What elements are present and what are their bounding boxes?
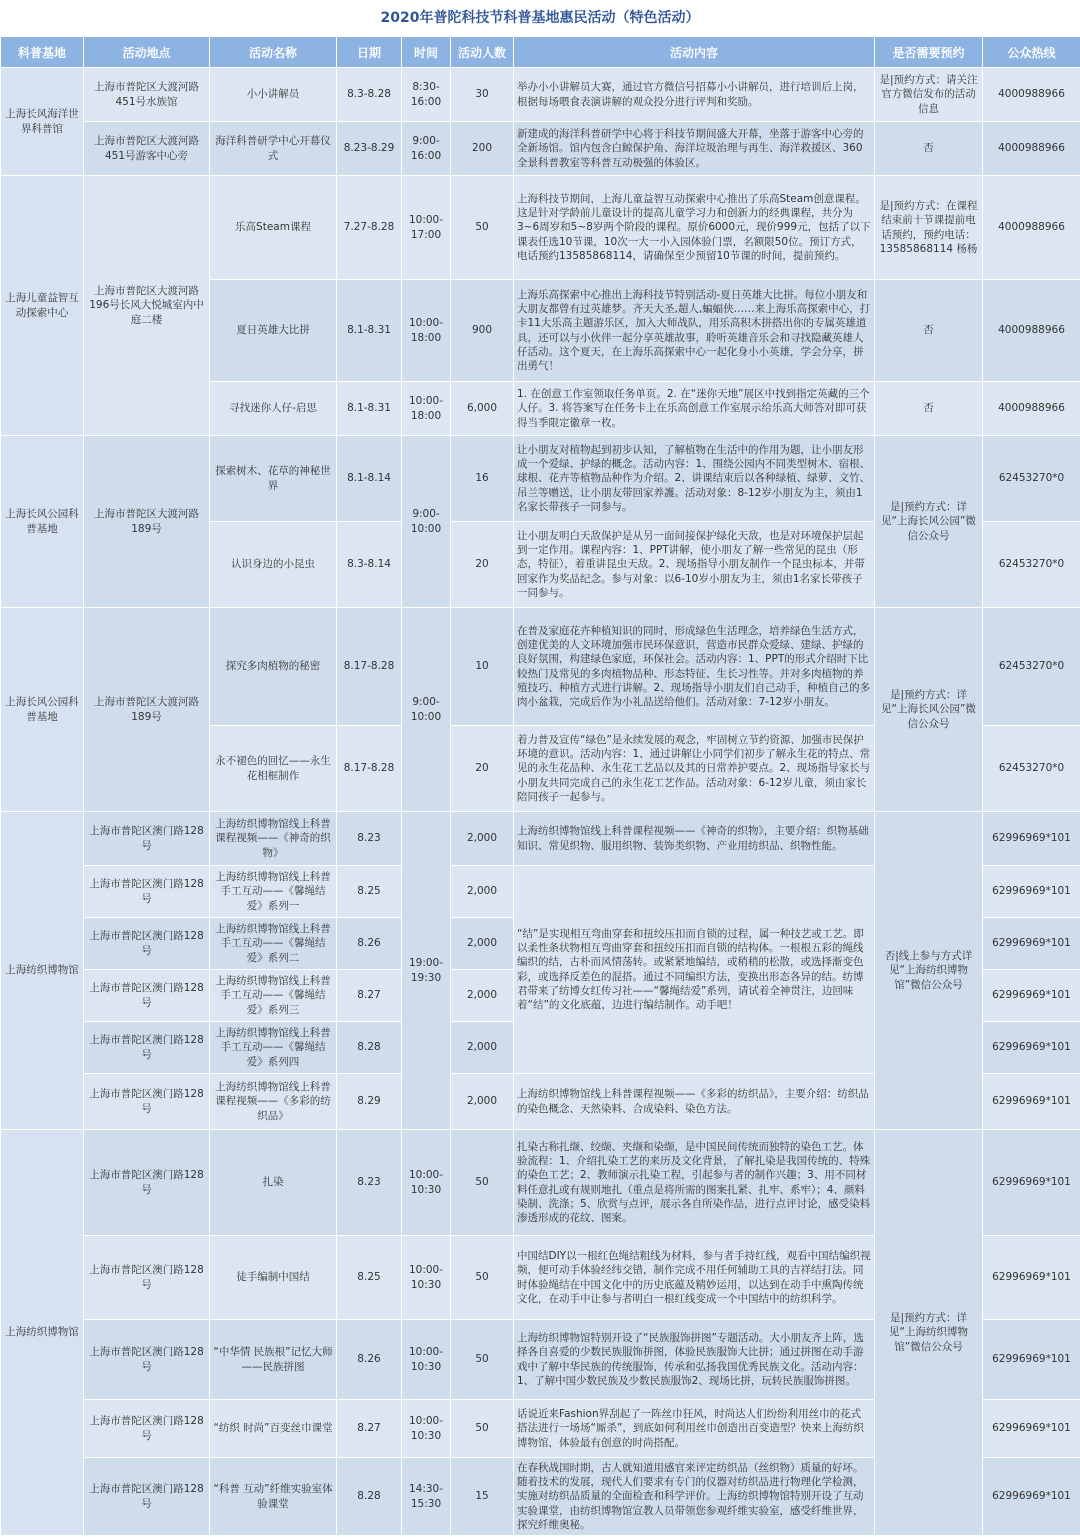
activity-name-cell: 探索树木、花草的神秘世界 bbox=[210, 436, 337, 522]
people-cell: 2,000 bbox=[451, 1022, 514, 1074]
content-cell: 上海科技节期间，上海儿童益智互动探索中心推出了乐高Steam创意课程。这是针对学龄前儿童设计的提高儿童学习力和创新力的经典课程，共分为3~6周岁和5~8岁两个阶段的课程。原价6000元，现价999元，包括了以下课表任选10节课，10次一大一小入园体验门票，名额限50位。预订方式，电话预约13585868114，请确保至少预留10节课的时间，提前预约。 bbox=[514, 176, 875, 280]
hotline-cell: 62996969*101 bbox=[983, 918, 1080, 970]
hotline-cell: 4000988966 bbox=[983, 122, 1080, 176]
location-cell: 上海市普陀区大渡河路189号 bbox=[84, 608, 210, 812]
activity-name-cell: 认识身边的小昆虫 bbox=[210, 522, 337, 608]
people-cell: 2,000 bbox=[451, 918, 514, 970]
hotline-cell: 62453270*0 bbox=[983, 726, 1080, 812]
hotline-cell: 4000988966 bbox=[983, 382, 1080, 436]
date-cell: 8.23-8.29 bbox=[337, 122, 402, 176]
reservation-cell: 是|预约方式：请关注官方微信发布的活动信息 bbox=[875, 68, 983, 122]
header-activity-name: 活动名称 bbox=[210, 37, 337, 68]
date-cell: 8.17-8.28 bbox=[337, 726, 402, 812]
activity-name-cell: 寻找迷你人仔-启思 bbox=[210, 382, 337, 436]
location-cell: 上海市普陀区大渡河路189号 bbox=[84, 436, 210, 608]
hotline-cell: 62453270*0 bbox=[983, 522, 1080, 608]
hotline-cell: 62996969*101 bbox=[983, 1458, 1080, 1536]
people-cell: 50 bbox=[451, 1130, 514, 1236]
people-cell: 50 bbox=[451, 1400, 514, 1458]
date-cell: 8.1-8.14 bbox=[337, 436, 402, 522]
location-cell: 上海市普陀区澳门路128号 bbox=[84, 970, 210, 1022]
hotline-cell: 4000988966 bbox=[983, 280, 1080, 382]
activity-name-cell: “纺织 时尚”百变丝巾课堂 bbox=[210, 1400, 337, 1458]
activity-name-cell: “科普 互动”纤维实验室体验课堂 bbox=[210, 1458, 337, 1536]
activity-name-cell: 徒手编制中国结 bbox=[210, 1236, 337, 1320]
content-cell: 上海纺织博物馆线上科普课程视频——《神奇的织物》，主要介绍：织物基础知识、常见织物、服用织物、装饰类织物、产业用纺织品、织物性能。 bbox=[514, 812, 875, 866]
activity-name-cell: 永不褪色的回忆——永生花相框制作 bbox=[210, 726, 337, 812]
location-cell: 上海市普陀区澳门路128号 bbox=[84, 1458, 210, 1536]
table-row bbox=[1, 608, 1080, 726]
header-location: 活动地点 bbox=[84, 37, 210, 68]
hotline-cell: 4000988966 bbox=[983, 176, 1080, 280]
content-cell: 上海纺织博物馆特别开设了“民族服饰拼图”专题活动。大小朋友齐上阵，选择各自喜爱的少数民族服饰拼图，体验民族服饰大比拼；通过拼图在动手游戏中了解中华民族的传统服饰，传承和弘扬我国优秀民族文化。活动内容：1、了解中国少数民族及少数民族服饰2、现场比拼，玩转民族服饰拼图。 bbox=[514, 1320, 875, 1400]
date-cell: 8.25 bbox=[337, 866, 402, 918]
base-name: 上海长风公园科普基地 bbox=[1, 436, 84, 608]
activity-name-cell: 上海纺织博物馆线上科普手工互动——《馨绳结爱》系列四 bbox=[210, 1022, 337, 1074]
activity-name-cell: 上海纺织博物馆线上科普手工互动——《馨绳结爱》系列一 bbox=[210, 866, 337, 918]
activity-name-cell: 扎染 bbox=[210, 1130, 337, 1236]
table-row bbox=[1, 812, 1080, 866]
reservation-cell: 是|预约方式：在课程结束前十节课提前电话预约，预约电话：13585868114 杨杨 bbox=[875, 176, 983, 280]
location-cell: 上海市普陀区大渡河路196号长风大悦城室内中庭二楼 bbox=[84, 176, 210, 436]
page-title: 2020年普陀科技节科普基地惠民活动（特色活动） bbox=[380, 10, 700, 26]
time-cell: 9:00-16:00 bbox=[402, 122, 451, 176]
content-cell: 新建成的海洋科普研学中心将于科技节期间盛大开幕，坐落于游客中心旁的全新场馆。馆内包含白鲸保护角、海洋垃圾治理与再生、海洋救援区、360全景科普教室等科普互动极强的体验区。 bbox=[514, 122, 875, 176]
location-cell: 上海市普陀区大渡河路451号游客中心旁 bbox=[84, 122, 210, 176]
location-cell: 上海市普陀区澳门路128号 bbox=[84, 1074, 210, 1130]
reservation-cell: 否|线上参与方式详见“上海纺织博物馆”微信公众号 bbox=[875, 812, 983, 1130]
location-cell: 上海市普陀区澳门路128号 bbox=[84, 812, 210, 866]
activity-name-cell: 上海纺织博物馆线上科普手工互动——《馨绳结爱》系列二 bbox=[210, 918, 337, 970]
reservation-cell: 否 bbox=[875, 382, 983, 436]
hotline-cell: 62996969*101 bbox=[983, 1320, 1080, 1400]
content-cell: 让小朋友对植物起到初步认知，了解植物在生活中的作用为题，让小朋友形成一个爱绿、护绿的概念。活动内容：1、围绕公园内不同类型树木、宿根、球根、花卉等植物品种作为介绍。2、讲课结束后以各种绿植、绿萝、文竹、吊兰等赠送，让小朋友带回家养護。活动对象：8-12岁小朋友为主，须由1名家长带孩子一同参与。 bbox=[514, 436, 875, 522]
date-cell: 8.25 bbox=[337, 1236, 402, 1320]
time-cell: 9:00-10:00 bbox=[402, 608, 451, 812]
people-cell: 200 bbox=[451, 122, 514, 176]
people-cell: 20 bbox=[451, 726, 514, 812]
base-name: 上海长风公园科普基地 bbox=[1, 608, 84, 812]
activity-name-cell: 小小讲解员 bbox=[210, 68, 337, 122]
people-cell: 50 bbox=[451, 1236, 514, 1320]
date-cell: 8.1-8.31 bbox=[337, 280, 402, 382]
hotline-cell: 62996969*101 bbox=[983, 1236, 1080, 1320]
hotline-cell: 62996969*101 bbox=[983, 1074, 1080, 1130]
location-cell: 上海市普陀区澳门路128号 bbox=[84, 1022, 210, 1074]
content-cell: 上海乐高探索中心推出上海科技节特别活动-夏日英雄大比拼。每位小朋友和大朋友都曾有过英雄梦。齐天大圣,超人,蝙蝠侠……来上海乐高探索中心，打卡11大乐高主题游乐区，加入大师战队，用乐高积木拼搭出你的专属英雄道具，还可以与小伙伴一起分享英雄故事，聆听英雄音乐会和寻找隐藏英雄人仔活动。这个夏天，在上海乐高探索中心一起化身小小英雄，学会分享，拼出勇气！ bbox=[514, 280, 875, 382]
reservation-cell: 否 bbox=[875, 280, 983, 382]
header-time: 时间 bbox=[402, 37, 451, 68]
people-cell: 2,000 bbox=[451, 1074, 514, 1130]
table-row bbox=[1, 122, 1080, 176]
date-cell: 8.28 bbox=[337, 1458, 402, 1536]
table-row bbox=[1, 176, 1080, 280]
table-row bbox=[1, 68, 1080, 122]
content-cell: 中国结DIY以一根红色绳结粗线为材料，参与者手持红线，观看中国结编织视频，便可动手体验经纬交错，制作完成不用任何辅助工具的吉祥结打法。同时体验绳结在中国文化中的历史底蕴及精妙运用，以达到在动手中熏陶传统文化，在动手中让参与者明白一根红线变成一个中国结中的纺织科学。 bbox=[514, 1236, 875, 1320]
hotline-cell: 62996969*101 bbox=[983, 970, 1080, 1022]
date-cell: 8.27 bbox=[337, 1400, 402, 1458]
content-cell: 在普及家庭花卉种植知识的同时，形成绿色生活理念，培养绿色生活方式，创建优美的人文环境加强市民环保意识，营造市民群众爱绿、建绿、护绿的良好氛围，构建绿色家庭，环保社会。活动内容：1、PPT的形式介绍时下比较热门及常见的多肉植物品种、形态特征、生长习性等。并对多肉植物的养殖技巧、种植方式进行讲解。2、现场指导小朋友们自己动手，种植自己的多肉小盆栽，完成后作为小礼品送给他们。活动对象：7-12岁小朋友。 bbox=[514, 608, 875, 726]
activity-name-cell: 上海纺织博物馆线上科普课程视频——《神奇的织物》 bbox=[210, 812, 337, 866]
people-cell: 900 bbox=[451, 280, 514, 382]
content-cell: 上海纺织博物馆线上科普课程视频——《多彩的纺织品》，主要介绍：纺织品的染色概念、天然染料、合成染料、染色方法。 bbox=[514, 1074, 875, 1130]
hotline-cell: 62996969*101 bbox=[983, 1022, 1080, 1074]
table-row bbox=[1, 436, 1080, 522]
header-date: 日期 bbox=[337, 37, 402, 68]
date-cell: 8.17-8.28 bbox=[337, 608, 402, 726]
content-cell: 让小朋友明白天敌保护是从另一面间接保护绿化天敌，也是对环境保护层起到一定作用。课程内容：1、PPT讲解，使小朋友了解一些常见的昆虫（形态，特征），着重讲昆虫天敌。2、现场指导小朋友制作一个昆虫标本，并带回家作为奖品纪念。参与对象：以6-10岁小朋友为主，须由1名家长带孩子一同参与。 bbox=[514, 522, 875, 608]
activity-name-cell: 乐高Steam课程 bbox=[210, 176, 337, 280]
people-cell: 30 bbox=[451, 68, 514, 122]
activity-name-cell: 探究多肉植物的秘密 bbox=[210, 608, 337, 726]
date-cell: 8.23 bbox=[337, 1130, 402, 1236]
date-cell: 8.1-8.31 bbox=[337, 382, 402, 436]
date-cell: 8.23 bbox=[337, 812, 402, 866]
base-name: 上海纺织博物馆 bbox=[1, 812, 84, 1130]
people-cell: 20 bbox=[451, 522, 514, 608]
reservation-cell: 是|预约方式：详见“上海纺织博物馆”微信公众号 bbox=[875, 1130, 983, 1536]
time-cell: 10:00-10:30 bbox=[402, 1400, 451, 1458]
reservation-cell: 是|预约方式：详见“上海长风公园”微信公众号 bbox=[875, 436, 983, 608]
time-cell: 10:00-18:00 bbox=[402, 280, 451, 382]
hotline-cell: 62453270*0 bbox=[983, 436, 1080, 522]
hotline-cell: 62996969*101 bbox=[983, 1400, 1080, 1458]
time-cell: 10:00-10:30 bbox=[402, 1320, 451, 1400]
header-reservation: 是否需要预约 bbox=[875, 37, 983, 68]
location-cell: 上海市普陀区澳门路128号 bbox=[84, 918, 210, 970]
activity-name-cell: 夏日英雄大比拼 bbox=[210, 280, 337, 382]
time-cell: 10:00-17:00 bbox=[402, 176, 451, 280]
content-cell: 举办小小讲解员大赛，通过官方微信号招募小小讲解员，进行培训后上岗，根据每场喂食表演讲解的观众投分进行评判和奖励。 bbox=[514, 68, 875, 122]
header-hotline: 公众热线 bbox=[983, 37, 1080, 68]
base-name: 上海纺织博物馆 bbox=[1, 1130, 84, 1536]
header-base: 科普基地 bbox=[1, 37, 84, 68]
location-cell: 上海市普陀区澳门路128号 bbox=[84, 1320, 210, 1400]
table-row bbox=[1, 1130, 1080, 1236]
time-cell: 9:00-10:00 bbox=[402, 436, 451, 608]
location-cell: 上海市普陀区大渡河路451号水族馆 bbox=[84, 68, 210, 122]
activity-name-cell: “中华情 民族根”记忆大师——民族拼图 bbox=[210, 1320, 337, 1400]
hotline-cell: 62996969*101 bbox=[983, 1130, 1080, 1236]
date-cell: 8.3-8.28 bbox=[337, 68, 402, 122]
date-cell: 7.27-8.28 bbox=[337, 176, 402, 280]
content-cell: “结”是实现相互弯曲穿套和扭绞压扣而自锁的过程，属一种技艺或工艺。即以柔性条状物相互弯曲穿套和扭绞压扣而自锁的结构体。一根根五彩的绳线编织的结，古朴而风情荡转。或紧紧地编结，或稍稍的松散，或选择渐变色彩，或选择反差色的混搭。通过不同编织方法，变换出形态各异的结。纺博君带来了纺博女红传习社——“馨绳结爱”系列，请试着全神贯注，边回味着“结”的文化底蕴，边进行编结制作。动手吧！ bbox=[514, 866, 875, 1074]
activity-name-cell: 上海纺织博物馆线上科普课程视频——《多彩的纺织品》 bbox=[210, 1074, 337, 1130]
base-name: 上海儿童益智互动探索中心 bbox=[1, 176, 84, 436]
time-cell: 14:30-15:30 bbox=[402, 1458, 451, 1536]
hotline-cell: 62996969*101 bbox=[983, 866, 1080, 918]
location-cell: 上海市普陀区澳门路128号 bbox=[84, 1236, 210, 1320]
time-cell: 10:00-10:30 bbox=[402, 1236, 451, 1320]
activity-table bbox=[0, 36, 1080, 1536]
activity-name-cell: 上海纺织博物馆线上科普手工互动——《馨绳结爱》系列三 bbox=[210, 970, 337, 1022]
date-cell: 8.28 bbox=[337, 1022, 402, 1074]
base-name: 上海长风海洋世界科普馆 bbox=[1, 68, 84, 176]
location-cell: 上海市普陀区澳门路128号 bbox=[84, 1130, 210, 1236]
hotline-cell: 4000988966 bbox=[983, 68, 1080, 122]
content-cell: 着力普及宣传“绿色”是永续发展的观念，牢固树立节约资源、加强市民保护环境的意识。活动内容：1、通过讲解让小同学们初步了解永生花的特点、常见的永生花品种、永生花工艺品以及其的日常养护要点。2、现场指导家长与小朋友共同完成自己的永生花工艺作品。活动对象：6-12岁儿童，须由家长陪同孩子一起参与。 bbox=[514, 726, 875, 812]
content-cell: 话说近来Fashion界刮起了一阵丝巾狂风，时尚达人们纷纷利用丝巾的花式搭法进行一场场“厮杀”，到底如何利用丝巾创造出百变造型？快来上海纺织博物馆，体验最有创意的时尚搭配。 bbox=[514, 1400, 875, 1458]
hotline-cell: 62996969*101 bbox=[983, 812, 1080, 866]
reservation-cell: 否 bbox=[875, 122, 983, 176]
time-cell: 8:30-16:00 bbox=[402, 68, 451, 122]
people-cell: 50 bbox=[451, 176, 514, 280]
reservation-cell: 是|预约方式：详见“上海长风公园”微信公众号 bbox=[875, 608, 983, 812]
people-cell: 2,000 bbox=[451, 866, 514, 918]
people-cell: 2,000 bbox=[451, 970, 514, 1022]
time-cell: 19:00-19:30 bbox=[402, 812, 451, 1130]
content-cell: 在春秋战国时期，古人就知道用感官来评定纺织品（丝织物）质量的好坏。随着技术的发展，现代人们要求有专门的仪器对纺织品进行物理化学检测，实施对纺织品质量的全面检查和科学评价。上海纺织博物馆特别开设了互动实验课堂，由纺织博物馆宣教人员带领您参观纤维实验室，感受纤维世界，探究纤维奥秘。 bbox=[514, 1458, 875, 1536]
time-cell: 10:00-10:30 bbox=[402, 1130, 451, 1236]
content-cell: 1. 在创意工作室领取任务单页。2. 在“迷你天地”展区中找到指定英藏的三个人仔。3. 将答案写在任务卡上在乐高创意工作室展示给乐高大师答对即可获得当季限定徽章一枚。 bbox=[514, 382, 875, 436]
people-cell: 15 bbox=[451, 1458, 514, 1536]
date-cell: 8.26 bbox=[337, 918, 402, 970]
date-cell: 8.3-8.14 bbox=[337, 522, 402, 608]
date-cell: 8.27 bbox=[337, 970, 402, 1022]
location-cell: 上海市普陀区澳门路128号 bbox=[84, 866, 210, 918]
header-people: 活动人数 bbox=[451, 37, 514, 68]
header-row bbox=[1, 37, 1080, 68]
date-cell: 8.26 bbox=[337, 1320, 402, 1400]
activity-name-cell: 海洋科普研学中心开幕仪式 bbox=[210, 122, 337, 176]
hotline-cell: 62453270*0 bbox=[983, 608, 1080, 726]
people-cell: 2,000 bbox=[451, 812, 514, 866]
people-cell: 16 bbox=[451, 436, 514, 522]
time-cell: 10:00-18:00 bbox=[402, 382, 451, 436]
people-cell: 10 bbox=[451, 608, 514, 726]
people-cell: 6,000 bbox=[451, 382, 514, 436]
date-cell: 8.29 bbox=[337, 1074, 402, 1130]
content-cell: 扎染古称扎缬、绞缬、夹缬和染缬，是中国民间传统而独特的染色工艺。体验流程：1、介绍扎染工艺的来历及文化背景，了解扎染是我国传统的、特殊的染色工艺；2、教师演示扎染工程，引起参与者的制作兴趣；3、用不同材料任意扎或有规则地扎（重点是将所需的图案扎紧、扎牢、系牢）；4、颜料染制、洗涤；5、欣赏与点评，展示各自所染作品，进行点评讨论，感受染料渗透形成的花纹、图案。 bbox=[514, 1130, 875, 1236]
people-cell: 50 bbox=[451, 1320, 514, 1400]
header-content: 活动内容 bbox=[514, 37, 875, 68]
location-cell: 上海市普陀区澳门路128号 bbox=[84, 1400, 210, 1458]
